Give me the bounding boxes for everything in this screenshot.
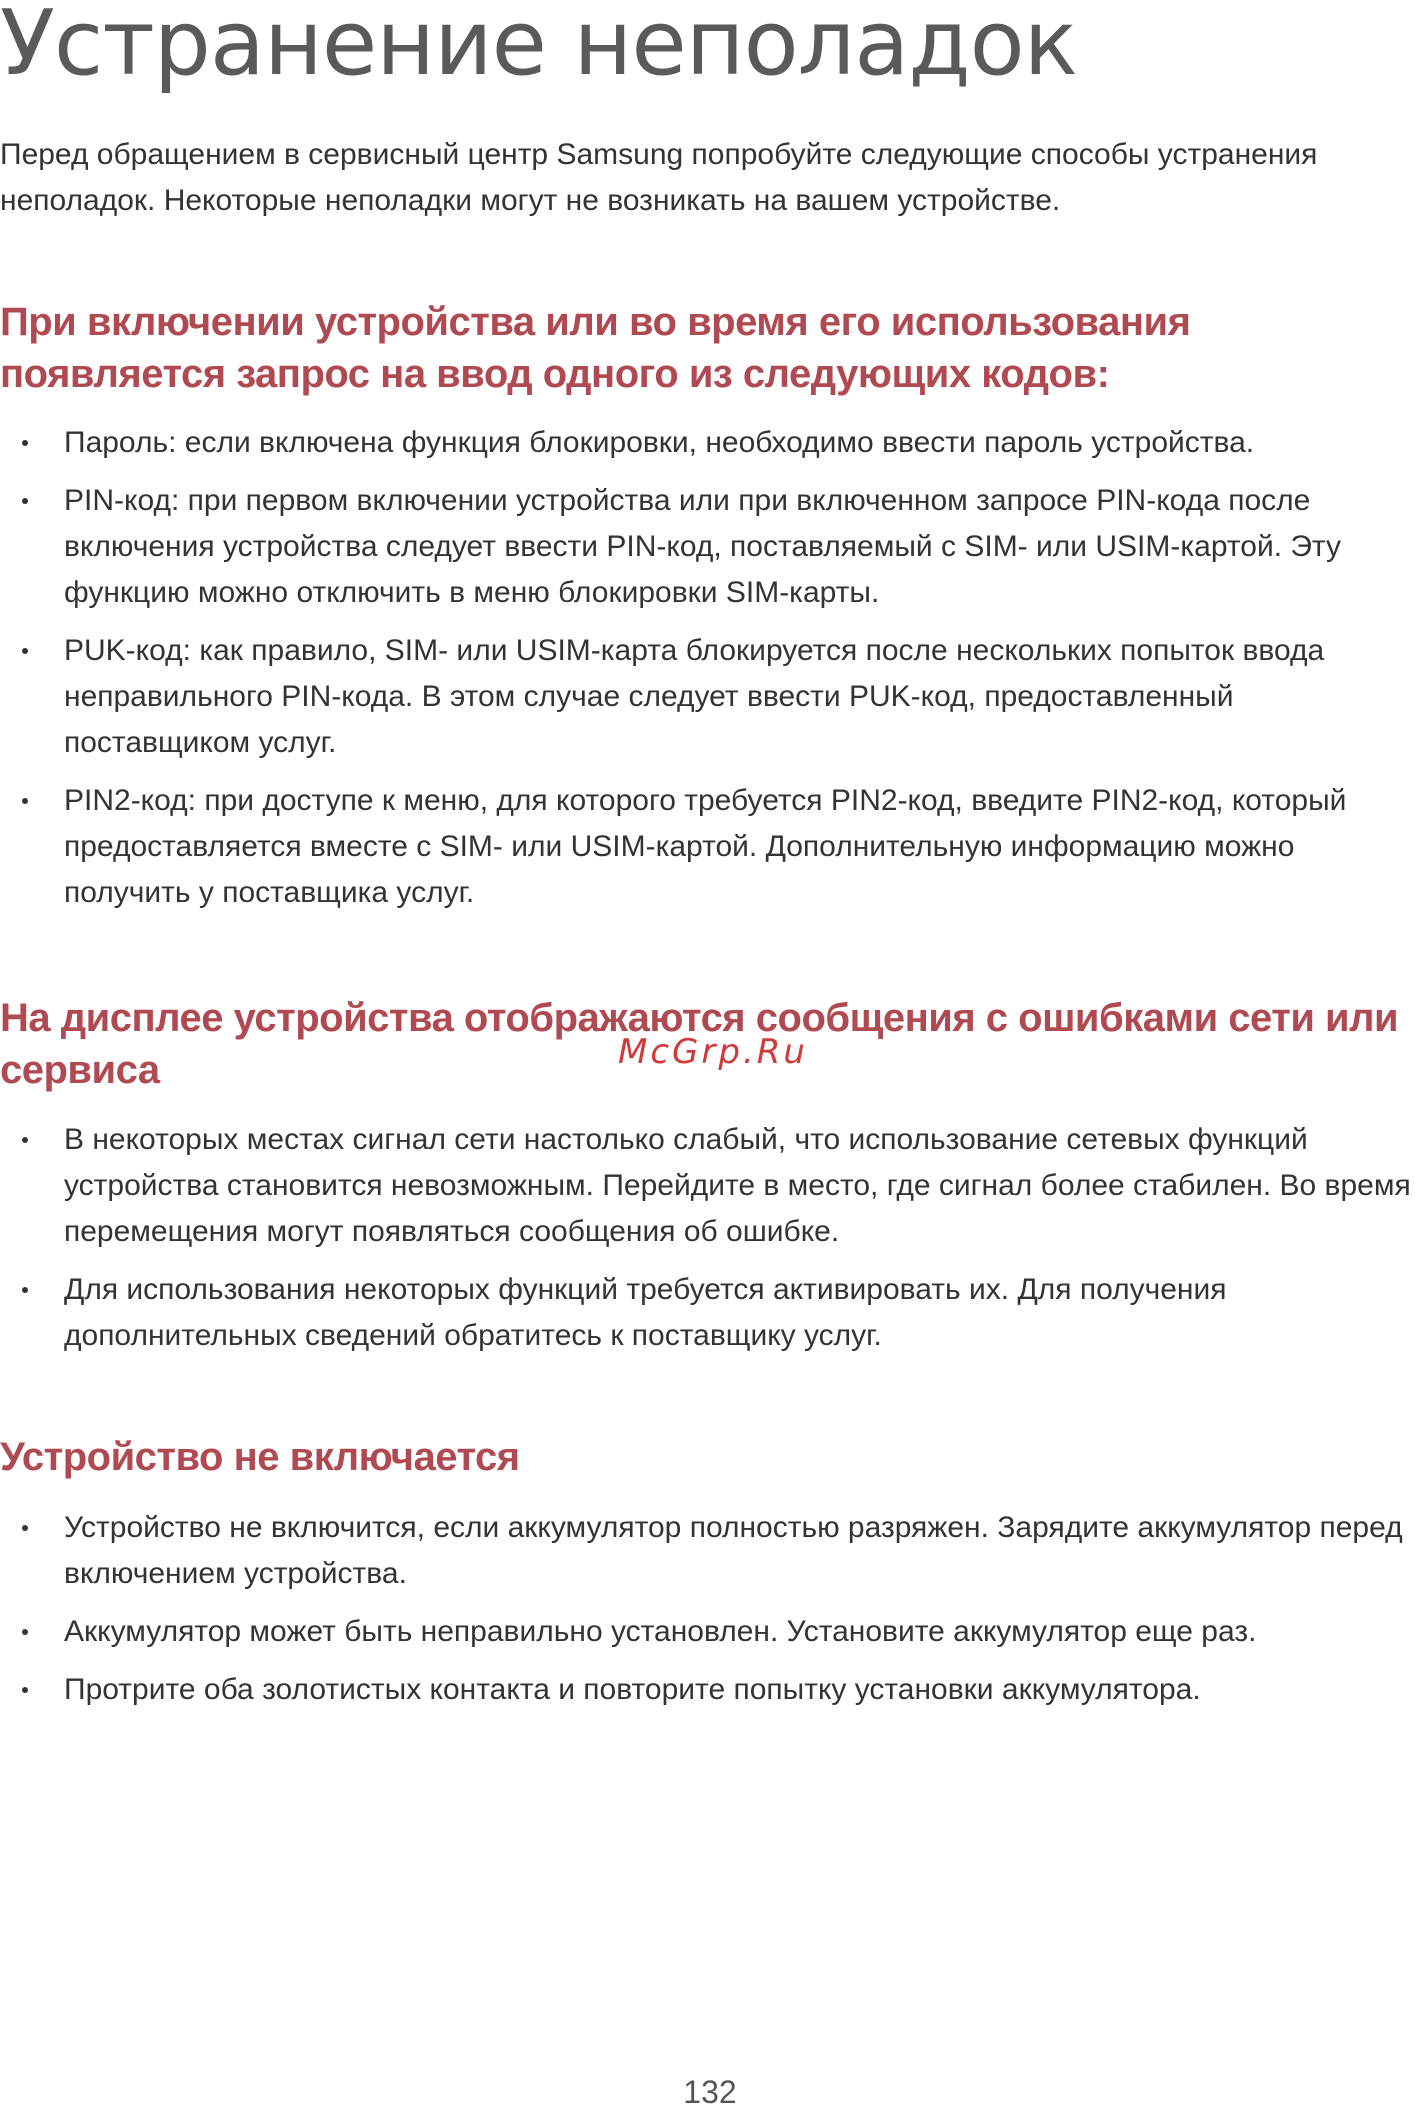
network-errors-list xyxy=(0,1117,1420,1371)
bullet-icon xyxy=(22,1287,28,1293)
list-item-text: Для использования некоторых функций требуется активировать их. Для получения дополнительных сведений обратитесь к поставщику услуг. xyxy=(64,1273,1227,1352)
section-heading-network-errors: На дисплее устройства отображаются сообщения с ошибками сети или сервиса xyxy=(0,996,1399,1092)
page-number: 132 xyxy=(683,2074,737,2110)
list-item xyxy=(0,478,1420,616)
list-item-text: Пароль: если включена функция блокировки, необходимо ввести пароль устройства. xyxy=(64,426,1255,459)
section-heading-no-power: Устройство не включается xyxy=(0,1435,520,1479)
bullet-icon xyxy=(22,798,28,804)
list-item xyxy=(0,628,1420,766)
list-item xyxy=(0,1505,1420,1597)
list-item xyxy=(0,1667,1420,1713)
list-item-text: PIN2-код: при доступе к меню, для которого требуется PIN2-код, введите PIN2-код, который предоставляется вместе с SIM- или USIM-картой. Дополнительную информацию можно получить у поставщика услуг. xyxy=(64,784,1347,909)
no-power-list xyxy=(0,1505,1420,1725)
bullet-icon xyxy=(22,498,28,504)
list-item-text: В некоторых местах сигнал сети настолько слабый, что использование сетевых функций устройства становится невозможным. Перейдите в место, где сигнал более стабилен. Во время перемещения могут появляться сообщения об ошибке. xyxy=(64,1123,1411,1248)
page-title: Устранение неполадок xyxy=(0,0,1078,96)
list-item xyxy=(0,1117,1420,1255)
watermark-text: McGrp.Ru xyxy=(618,1032,808,1072)
list-item-text: PUK-код: как правило, SIM- или USIM-карта блокируется после нескольких попыток ввода неправильного PIN-кода. В этом случае следует ввести PUK-код, предоставленный поставщиком услуг. xyxy=(64,634,1325,759)
bullet-icon xyxy=(22,440,28,446)
list-item xyxy=(0,420,1420,466)
intro-paragraph: Перед обращением в сервисный центр Samsung попробуйте следующие способы устранения неполадок. Некоторые неполадки могут не возникать на вашем устройстве. xyxy=(0,138,1318,217)
section-heading-codes: При включении устройства или во время его использования появляется запрос на ввод одного из следующих кодов: xyxy=(0,300,1191,396)
bullet-icon xyxy=(22,1137,28,1143)
list-item-text: Аккумулятор может быть неправильно установлен. Установите аккумулятор еще раз. xyxy=(64,1615,1257,1648)
bullet-icon xyxy=(22,648,28,654)
list-item xyxy=(0,1609,1420,1655)
list-item-text: Устройство не включится, если аккумулятор полностью разряжен. Зарядите аккумулятор перед включением устройства. xyxy=(64,1511,1403,1590)
list-item-text: Протрите оба золотистых контакта и повторите попытку установки аккумулятора. xyxy=(64,1673,1201,1706)
bullet-icon xyxy=(22,1629,28,1635)
list-item xyxy=(0,1267,1420,1359)
bullet-icon xyxy=(22,1687,28,1693)
bullet-icon xyxy=(22,1525,28,1531)
list-item-text: PIN-код: при первом включении устройства или при включенном запросе PIN-кода после включения устройства следует ввести PIN-код, поставляемый с SIM- или USIM-картой. Эту функцию можно отключить в меню блокировки SIM-карты. xyxy=(64,484,1342,609)
codes-list xyxy=(0,420,1420,928)
list-item xyxy=(0,778,1420,916)
